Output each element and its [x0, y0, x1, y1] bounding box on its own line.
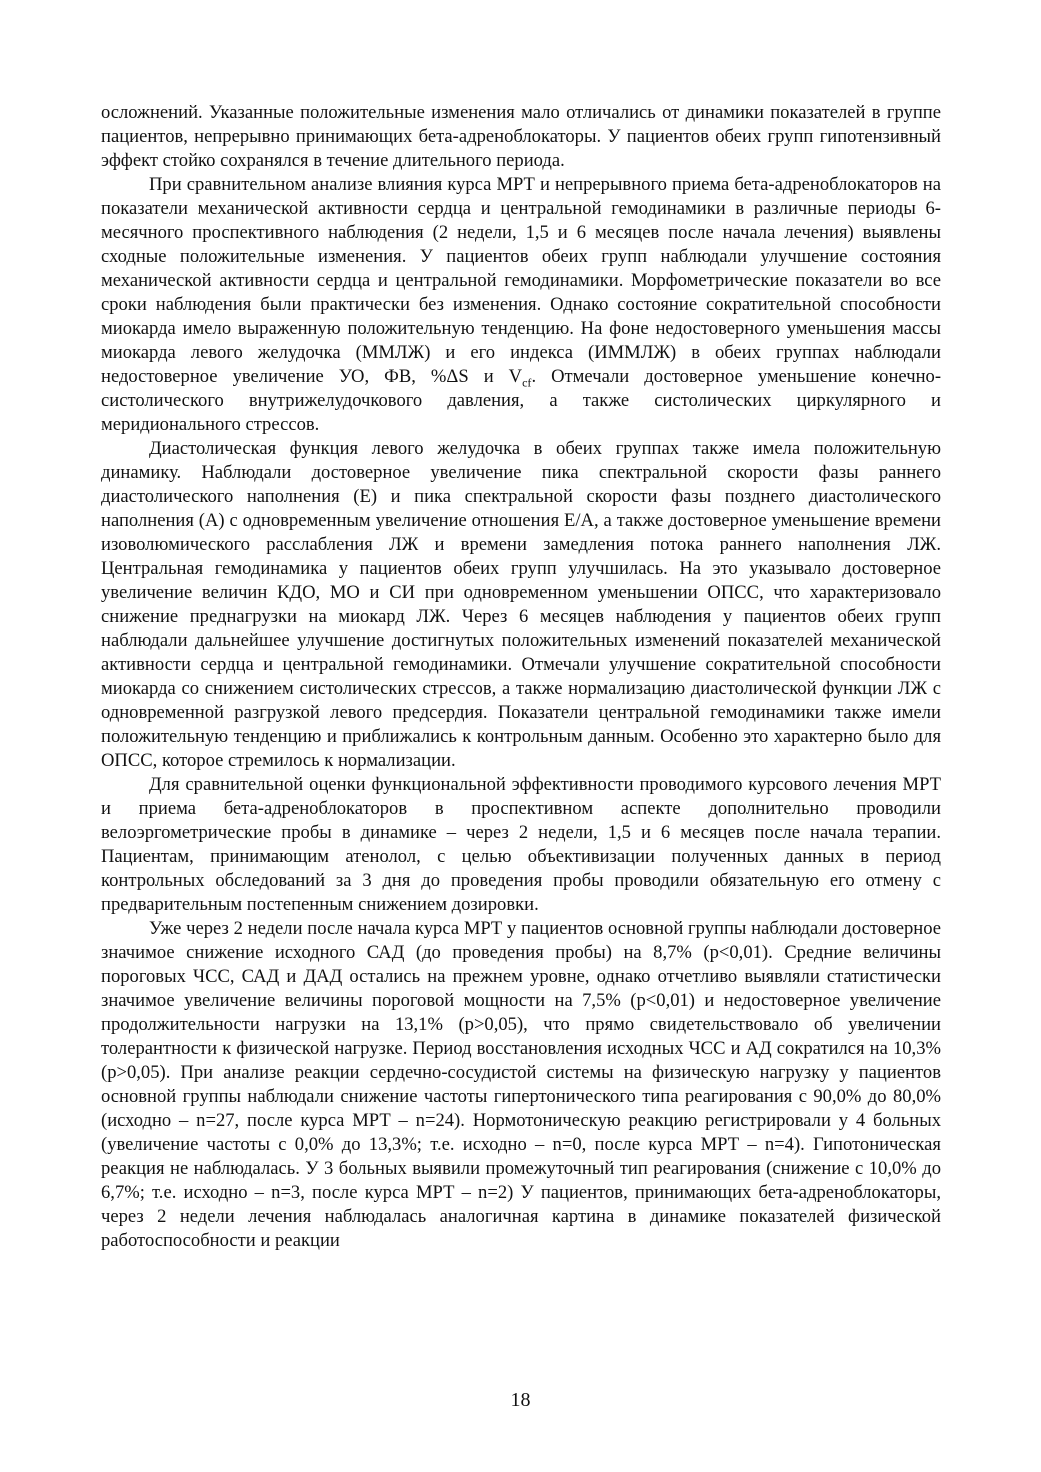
paragraph-4	[101, 773, 941, 917]
paragraph-1-text: осложнений. Указанные положительные изменения мало отличались от динамики показателей в группе пациентов, непрерывно принимающих бета-адреноблокаторы. У пациентов обеих групп гипотензивный эффект стойко сохранялся в течение длительного периода.	[101, 102, 941, 171]
paragraph-2-tail: . Отмечали достоверное уменьшение конечно-систолического внутрижелудочкового давления, а также систолических циркулярного и меридионального стрессов.	[101, 366, 942, 435]
paragraph-5-text: Уже через 2 недели после начала курса МРТ у пациентов основной группы наблюдали достоверное значимое снижение исходного САД (до проведения пробы) на 8,7% (р<0,01). Средние величины пороговых ЧСС, САД и ДАД остались на прежнем уровне, однако отчетливо выявляли статистически значимое увеличение величины пороговой мощности на 7,5% (р<0,01) и недостоверное увеличение продолжительности нагрузки на 13,1% (р>0,05), что прямо свидетельствовало об увеличении толерантности к физической нагрузке. Период восстановления исходных ЧСС и АД сократился на 10,3% (р>0,05). При анализе реакции сердечно-сосудистой системы на физическую нагрузку у пациентов основной группы наблюдали снижение частоты гипертонического типа реагирования с 90,0% до 80,0% (исходно – n=27, после курса МРТ – n=24). Нормотоническую реакцию регистрировали у 4 больных (увеличение частоты с 0,0% до 13,3%; т.е. исходно – n=0, после курса МРТ – n=4). Гипотоническая реакция не наблюдалась. У 3 больных выявили промежуточный тип реагирования (снижение с 10,0% до 6,7%; т.е. исходно – n=3, после курса МРТ – n=2) У пациентов, принимающих бета-адреноблокаторы, через 2 недели лечения наблюдалась аналогичная картина в динамике показателей физической работоспособности и реакции	[101, 918, 941, 1251]
paragraph-2-text: При сравнительном анализе влияния курса МРТ и непрерывного приема бета-адреноблокаторов на показатели механической активности сердца и центральной гемодинамики в различные периоды 6-месячного проспективного наблюдения (2 недели, 1,5 и 6 месяцев после начала лечения) выявлены сходные положительные изменения. У пациентов обеих групп наблюдали улучшение состояния механической активности сердца и центральной гемодинамики. Морфометрические показатели во все сроки наблюдения были практически без изменения. Однако состояние сократительной способности миокарда имело выраженную положительную тенденцию. На фоне недостоверного уменьшения массы миокарда левого желудочка (ММЛЖ) и его индекса (ИММЛЖ) в обеих группах наблюдали недостоверное увеличение УО, ФВ, %ΔS и V	[101, 174, 941, 387]
page-number: 18	[510, 1389, 531, 1411]
paragraph-3-text: Диастолическая функция левого желудочка в обеих группах также имела положительную динамику. Наблюдали достоверное увеличение пика спектральной скорости фазы раннего диастолического наполнения (Е) и пика спектральной скорости фазы позднего диастолического наполнения (А) с одновременным увеличение отношения Е/А, а также достоверное уменьшение времени изоволюмического расслабления ЛЖ и времени замедления потока раннего наполнения ЛЖ. Центральная гемодинамика у пациентов обеих групп улучшилась. На это указывало достоверное увеличение величин КДО, МО и СИ при одновременном уменьшении ОПСС, что характеризовало снижение преднагрузки на миокард ЛЖ. Через 6 месяцев наблюдения у пациентов обеих групп наблюдали дальнейшее улучшение достигнутых положительных изменений показателей механической активности сердца и центральной гемодинамики. Отмечали улучшение сократительной способности миокарда со снижением систолических стрессов, а также нормализацию диастолической функции ЛЖ с одновременной разгрузкой левого предсердия. Показатели центральной гемодинамики также имели положительную тенденцию и приближались к контрольным данным. Особенно это характерно было для ОПСС, которое стремилось к нормализации.	[101, 438, 941, 771]
paragraph-3	[101, 437, 941, 773]
paragraph-2	[101, 173, 941, 437]
body-text	[101, 101, 941, 1253]
paragraph-5	[101, 917, 941, 1253]
paragraph-4-text: Для сравнительной оценки функциональной эффективности проводимого курсового лечения МРТ и приема бета-адреноблокаторов в проспективном аспекте дополнительно проводили велоэргометрические пробы в динамике – через 2 недели, 1,5 и 6 месяцев после начала терапии. Пациентам, принимающим атенолол, с целью объективизации полученных данных в период контрольных обследований за 3 дня до проведения пробы проводили обязательную его отмену с предварительным постепенным снижением дозировки.	[101, 774, 941, 915]
paragraph-1	[101, 101, 941, 173]
subscript-cf: cf	[522, 375, 532, 390]
